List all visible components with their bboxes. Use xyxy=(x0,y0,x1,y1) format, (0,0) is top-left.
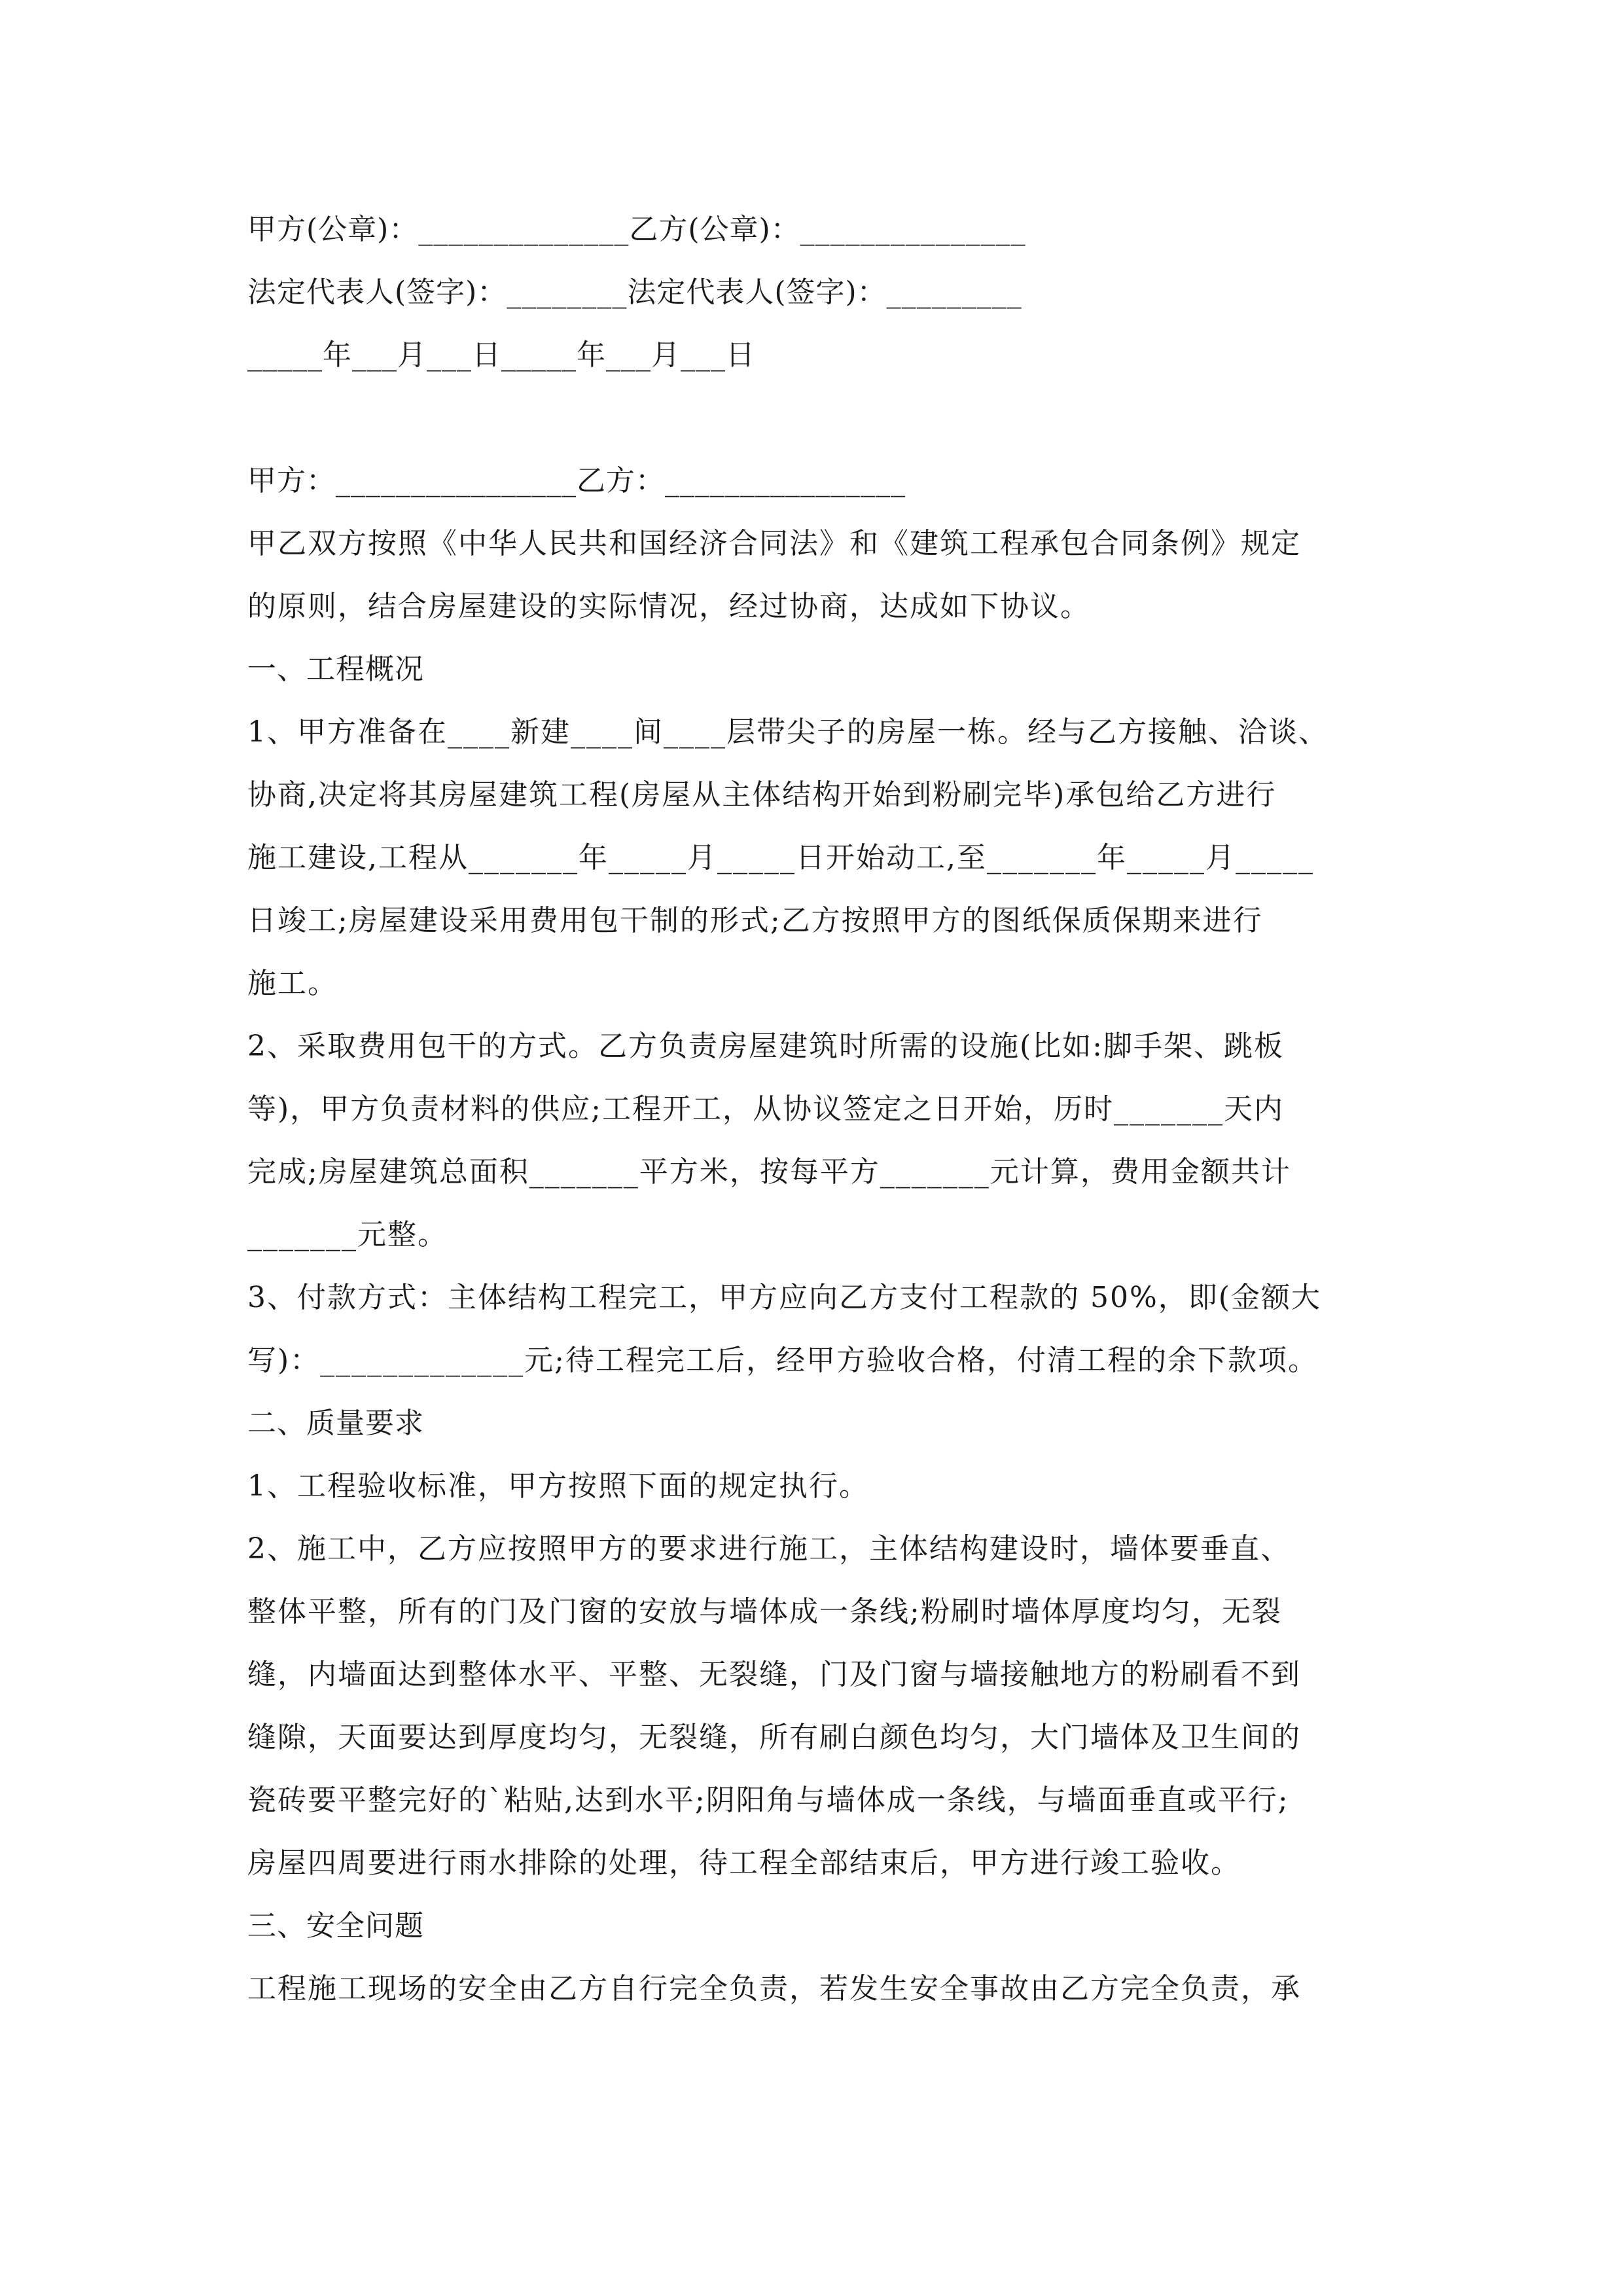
section-3-title: 三、安全问题 xyxy=(247,1909,424,1943)
section-2-item-2-line: 缝隙，天面要达到厚度均匀，无裂缝，所有刷白颜色均匀，大门墙体及卫生间的 xyxy=(247,1721,1301,1754)
section-1-item-2-line: 2、采取费用包干的方式。乙方负责房屋建筑时所需的设施(比如:脚手架、跳板 xyxy=(247,1030,1284,1063)
section-2-item-1: 1、工程验收标准，甲方按照下面的规定执行。 xyxy=(247,1469,869,1503)
section-1-item-1-line: 施工。 xyxy=(247,967,338,1000)
section-1-item-1-line: 施工建设,工程从_______年_____月_____日开始动工,至_______年_____月_____ xyxy=(247,841,1314,874)
section-1-item-2-line: _______元整。 xyxy=(247,1218,448,1251)
intro-line-2: 的原则，结合房屋建设的实际情况，经过协商，达成如下协议。 xyxy=(247,590,1090,623)
section-1-item-1-line: 协商,决定将其房屋建筑工程(房屋从主体结构开始到粉刷完毕)承包给乙方进行 xyxy=(247,778,1277,812)
section-2-item-2-line: 缝，内墙面达到整体水平、平整、无裂缝，门及门窗与墙接触地方的粉刷看不到 xyxy=(247,1658,1301,1691)
legal-rep-signature-line: 法定代表人(签字)：________法定代表人(签字)：_________ xyxy=(247,276,1022,309)
parties-line: 甲方：________________乙方：________________ xyxy=(247,464,906,497)
section-2-item-2-line: 整体平整，所有的门及门窗的安放与墙体成一条线;粉刷时墙体厚度均匀，无裂 xyxy=(247,1595,1282,1628)
section-2-item-2-line: 2、施工中，乙方应按照甲方的要求进行施工，主体结构建设时，墙体要垂直、 xyxy=(247,1532,1291,1566)
intro-line-1: 甲乙双方按照《中华人民共和国经济合同法》和《建筑工程承包合同条例》规定 xyxy=(247,527,1301,560)
section-1-item-3-line: 写)：_____________元;待工程完工后，经甲方验收合格，付清工程的余下款项。 xyxy=(247,1344,1318,1377)
section-1-item-2-line: 等)，甲方负责材料的供应;工程开工，从协议签定之日开始，历时_______天内 xyxy=(247,1092,1284,1126)
section-1-item-1-line: 1、甲方准备在____新建____间____层带尖子的房屋一栋。经与乙方接触、洽谈、 xyxy=(247,715,1329,749)
signature-date-line: _____年___月___日_____年___月___日 xyxy=(247,338,755,372)
section-2-title: 二、质量要求 xyxy=(247,1407,424,1440)
section-1-item-1-line: 日竣工;房屋建设采用费用包干制的形式;乙方按照甲方的图纸保质保期来进行 xyxy=(247,904,1263,937)
section-2-item-2-line: 房屋四周要进行雨水排除的处理，待工程全部结束后，甲方进行竣工验收。 xyxy=(247,1846,1241,1880)
party-seal-line: 甲方(公章)：______________乙方(公章)：_______________ xyxy=(247,213,1026,246)
section-3-line-1: 工程施工现场的安全由乙方自行完全负责，若发生安全事故由乙方完全负责，承 xyxy=(247,1972,1301,2005)
section-1-item-3-line: 3、付款方式：主体结构工程完工，甲方应向乙方支付工程款的 50%，即(金额大 xyxy=(247,1281,1321,1314)
section-1-title: 一、工程概况 xyxy=(247,653,424,686)
section-2-item-2-line: 瓷砖要平整完好的`粘贴,达到水平;阴阳角与墙体成一条线，与墙面垂直或平行; xyxy=(247,1784,1289,1817)
section-1-item-2-line: 完成;房屋建筑总面积_______平方米，按每平方_______元计算，费用金额共计 xyxy=(247,1155,1291,1189)
